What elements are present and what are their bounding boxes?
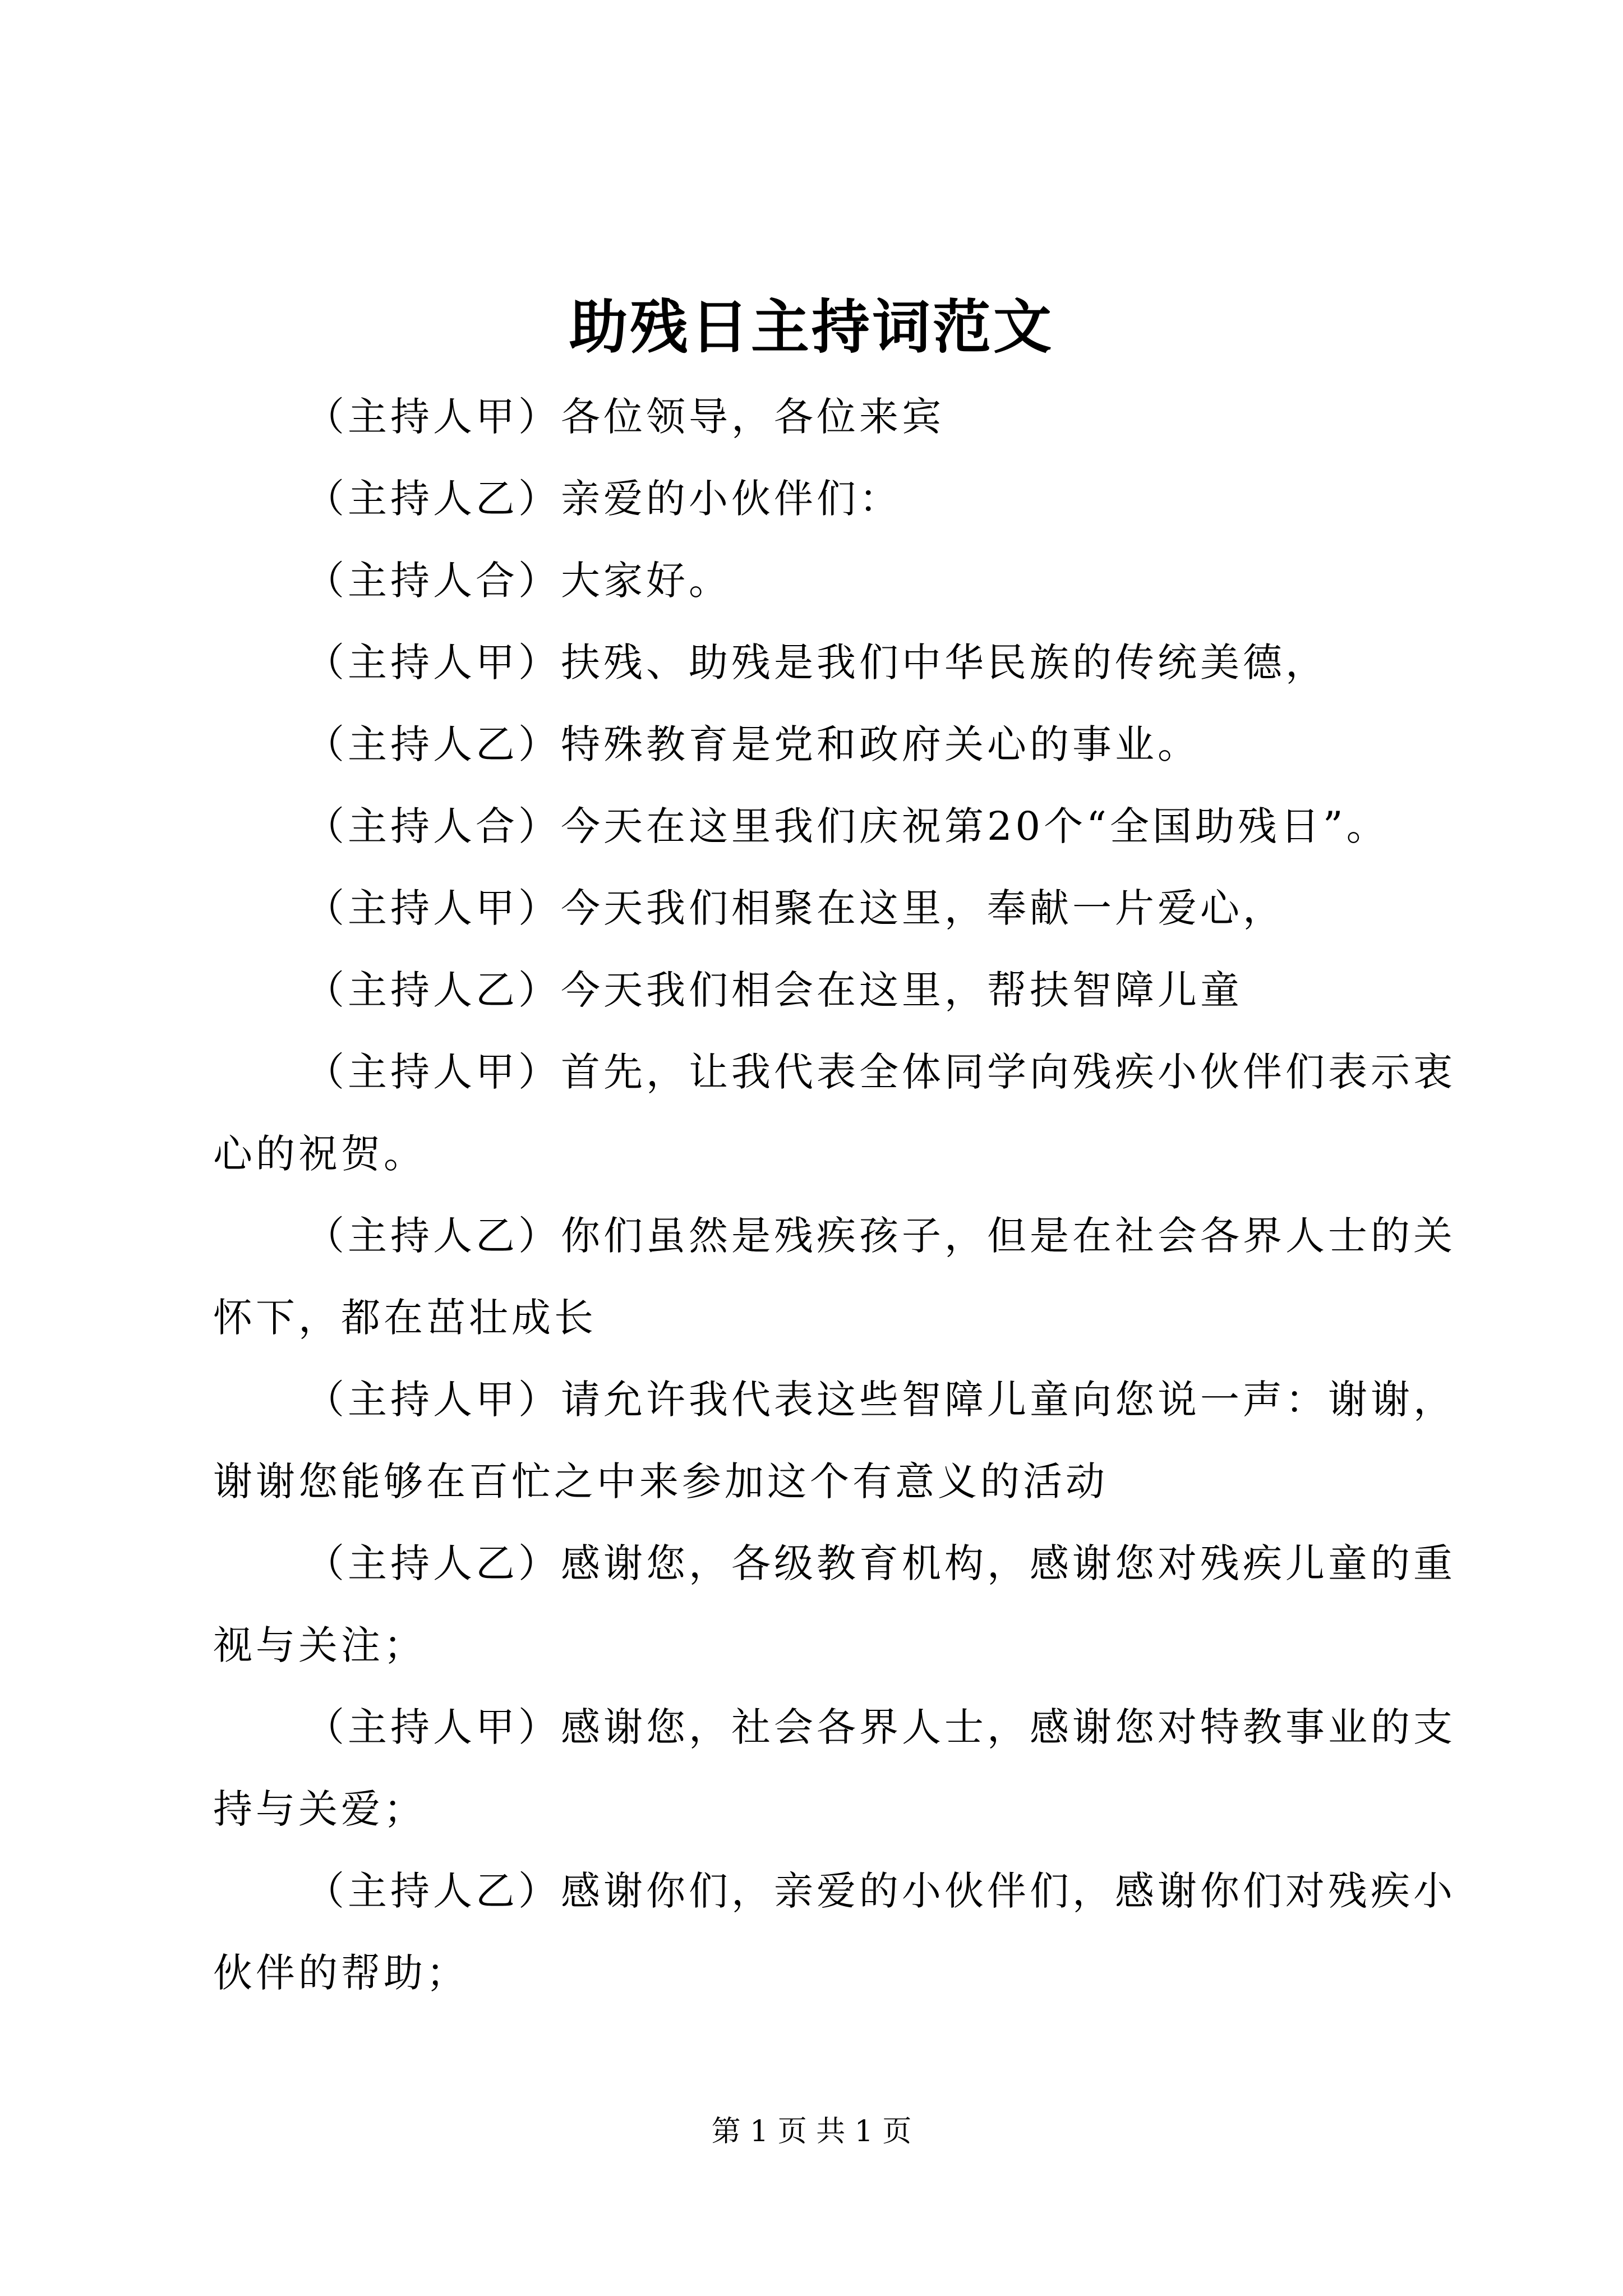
paragraph: （主持人甲）今天我们相聚在这里，奉献一片爱心，: [305, 885, 1285, 931]
page-footer: 第 1 页 共 1 页: [711, 2115, 912, 2148]
document-title: 助残日主持词范文: [569, 292, 1054, 361]
paragraph: （主持人乙）亲爱的小伙伴们：: [305, 476, 902, 522]
paragraph: （主持人合）大家好。: [305, 558, 731, 604]
paragraph: （主持人甲）首先，让我代表全体同学向残疾小伙伴们表示衷心的祝贺。: [213, 1049, 1456, 1177]
paragraph: （主持人乙）感谢你们，亲爱的小伙伴们，感谢你们对残疾小伙伴的帮助；: [213, 1868, 1456, 1996]
paragraph: （主持人甲）感谢您，社会各界人士，感谢您对特教事业的支持与关爱；: [213, 1704, 1456, 1832]
paragraph: （主持人乙）特殊教育是党和政府关心的事业。: [305, 721, 1200, 767]
paragraph: （主持人甲）请允许我代表这些智障儿童向您说一声：谢谢，谢谢您能够在百忙之中来参加这个有意义的活动: [213, 1377, 1456, 1504]
paragraph: （主持人甲）各位领导，各位来宾: [305, 394, 944, 440]
paragraph: （主持人乙）你们虽然是残疾孩子，但是在社会各界人士的关怀下，都在茁壮成长: [213, 1213, 1456, 1341]
paragraph: （主持人甲）扶残、助残是我们中华民族的传统美德，: [305, 639, 1328, 685]
document-body: [213, 376, 1464, 2014]
paragraph: （主持人合）今天在这里我们庆祝第20个“全国助残日”。: [305, 803, 1389, 849]
paragraph: （主持人乙）今天我们相会在这里，帮扶智障儿童: [305, 967, 1243, 1013]
paragraph: （主持人乙）感谢您，各级教育机构，感谢您对残疾儿童的重视与关注；: [213, 1540, 1456, 1668]
